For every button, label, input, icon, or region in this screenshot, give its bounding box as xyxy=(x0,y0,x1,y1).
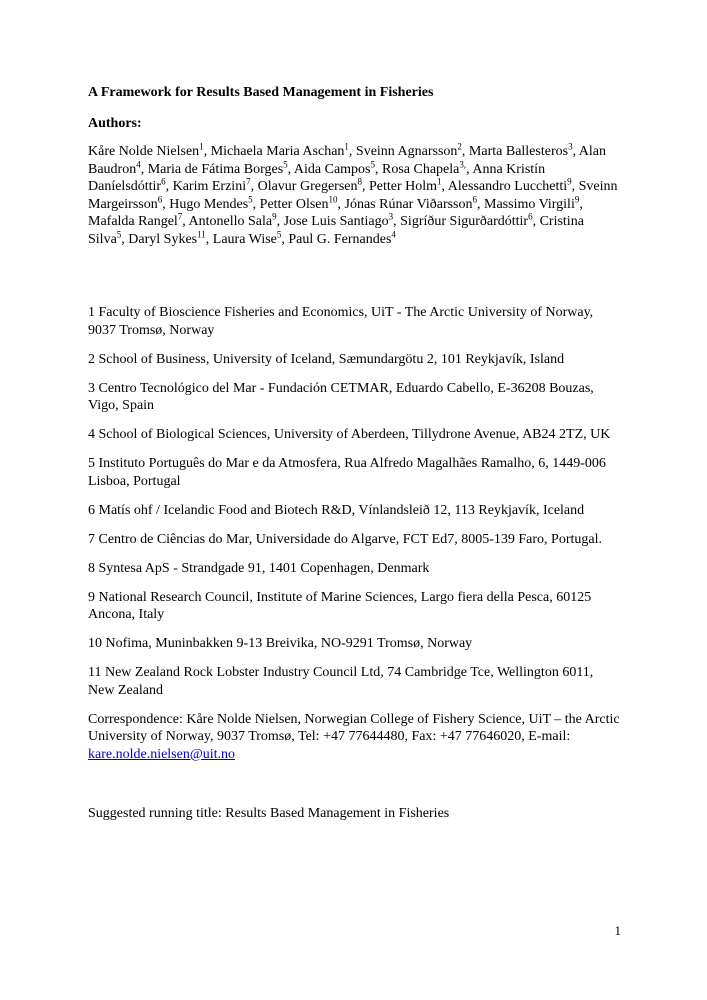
author-name: Sveinn Agnarsson xyxy=(355,144,458,159)
author-affiliation-number: 6 xyxy=(472,193,478,204)
author-name: Jose Luis Santiago xyxy=(283,214,389,229)
affiliation: 7 Centro de Ciências do Mar, Universidade do Algarve, FCT Ed7, 8005-139 Faro, Portugal. xyxy=(88,531,602,547)
author-affiliation-number: 5 xyxy=(116,228,122,239)
affiliation: 4 School of Biological Sciences, University of Aberdeen, Tillydrone Avenue, AB24 2TZ, UK xyxy=(88,427,611,442)
author-name: Mafalda Rangel xyxy=(88,214,178,229)
author-name: Laura Wise xyxy=(212,231,277,247)
author-affiliation-number: 5 xyxy=(248,193,253,204)
affiliation: 5 Instituto Português do Mar e da Atmosfera, Rua Alfredo Magalhães Ramalho, 6, 1449-006 Lisboa, Portugal xyxy=(88,456,606,489)
authors-label: Authors: xyxy=(88,115,142,131)
author-name: Alan Baudron xyxy=(88,144,607,177)
author-name: Rosa Chapela xyxy=(382,161,460,177)
author-affiliation-number: 6 xyxy=(157,193,163,204)
author-affiliation-number: 9 xyxy=(574,193,580,204)
author-name: Olavur Gregersen xyxy=(257,179,358,194)
author-name: Marta Ballesteros xyxy=(468,144,569,159)
author-affiliation-number: 1 xyxy=(199,141,204,152)
paper-title: A Framework for Results Based Management in Fisheries xyxy=(88,85,434,100)
author-name: Sveinn Margeirsson xyxy=(88,179,618,212)
author-affiliation-number: 10 xyxy=(328,193,338,204)
page-content xyxy=(88,84,621,823)
author-name: Petter Holm xyxy=(369,179,438,194)
author-affiliation-number: 4 xyxy=(136,158,141,169)
author-name: Antonello Sala xyxy=(188,214,273,229)
affiliation: 6 Matís ohf / Icelandic Food and Biotech R&D, Vínlandsleið 12, 113 Reykjavík, Iceland xyxy=(88,502,585,518)
author-name: Aida Campos xyxy=(293,161,371,177)
author-affiliation-number: 1 xyxy=(437,176,442,187)
author-name: Jónas Rúnar Viðarsson xyxy=(344,196,473,212)
affiliation: 8 Syntesa ApS - Strandgade 91, 1401 Copenhagen, Denmark xyxy=(88,560,430,576)
author-affiliation-number: 6 xyxy=(161,176,166,187)
page-number: 1 xyxy=(614,923,621,938)
author-name: Sigríður Sigurðardóttir xyxy=(400,214,529,229)
author-affiliation-number: 5 xyxy=(283,158,288,169)
author-name: Michaela Maria Aschan xyxy=(210,144,345,159)
correspondence xyxy=(88,711,621,764)
author-name: Cristina Silva xyxy=(88,214,584,247)
email-link[interactable]: kare.nolde.nielsen@uit.no xyxy=(88,746,236,762)
author-name: Petter Olsen xyxy=(259,196,329,212)
running-title: Suggested running title: Results Based Management in Fisheries xyxy=(88,806,450,821)
affiliation: 1 Faculty of Bioscience Fisheries and Economics, UiT - The Arctic University of Norway, 9037 Tromsø, Norway xyxy=(88,305,594,338)
author-name: Alessandro Lucchetti xyxy=(447,179,568,194)
author-affiliation-number: 4 xyxy=(391,228,396,239)
affiliation: 10 Nofima, Muninbakken 9-13 Breivika, NO-9291 Tromsø, Norway xyxy=(88,636,473,651)
author-affiliation-number: 3 xyxy=(568,141,573,152)
affiliation: 2 School of Business, University of Iceland, Sæmundargötu 2, 101 Reykjavík, Island xyxy=(88,351,565,367)
author-affiliation-number: 6 xyxy=(528,211,533,222)
author-name: Daryl Sykes xyxy=(128,231,198,247)
affiliation: 9 National Research Council, Institute of Marine Sciences, Largo fiera della Pesca, 60125 Ancona, Italy xyxy=(88,589,592,622)
author-name: Kåre Nolde Nielsen xyxy=(88,144,200,159)
author-affiliation-number: 3, xyxy=(459,158,467,169)
affiliation: 11 New Zealand Rock Lobster Industry Council Ltd, 74 Cambridge Tce, Wellington 6011, New Zealand xyxy=(88,665,594,698)
author-name: Massimo Virgili xyxy=(484,196,575,212)
author-name: Anna Kristín Daníelsdóttir xyxy=(88,161,546,194)
author-affiliation-number: 5 xyxy=(276,228,282,239)
author-name: Hugo Mendes xyxy=(169,196,249,212)
author-affiliation-number: 3 xyxy=(388,211,394,222)
affiliation-list xyxy=(88,304,621,699)
author-affiliation-number: 9 xyxy=(272,211,277,222)
author-affiliation-number: 7 xyxy=(246,176,251,187)
author-list: Kåre Nolde Nielsen$^1$, Michaela Maria Aschan$^1$, Sveinn Agnarsson$^2$, Marta Ballesteros$^3$, Alan Baudron$^4$, Maria de Fátima Borges$^5$, Aida Campos$^5$, Rosa Chapela$^{3,}$, Anna Kristín Daníelsdóttir$^6$, Karim Erzini$^7$, Olavur Gregersen$^8$, Petter Holm$^1$, Alessandro Lucchetti$^9$, Sveinn Margeirsson$^6$, Hugo Mendes$^5$, Petter Olsen$^{10}$, Jónas Rúnar Viðarsson$^6$, Massimo Virgili$^9$, Mafalda Rangel$^7$, Antonello Sala$^9$, Jose Luis Santiago$^3$, Sigríður Sigurðardóttir$^6$, Cristina Silva$^5$, Daryl Sykes$^{11}$, Laura Wise$^5$, Paul G. Fernandes$^4$ xyxy=(88,141,618,247)
author-affiliation-number: 1 xyxy=(344,141,349,152)
author-affiliation-number: 5 xyxy=(370,158,375,169)
author-affiliation-number: 8 xyxy=(357,176,362,187)
author-affiliation-number: 9 xyxy=(567,176,572,187)
author-affiliation-number: 11 xyxy=(197,228,206,239)
author-name: Maria de Fátima Borges xyxy=(147,161,284,177)
author-name: Karim Erzini xyxy=(172,179,247,194)
author-name: Paul G. Fernandes xyxy=(288,231,392,247)
author-affiliation-number: 2 xyxy=(457,141,462,152)
affiliation: 3 Centro Tecnológico del Mar - Fundación CETMAR, Eduardo Cabello, E-36208 Bouzas, Vigo, Spain xyxy=(88,380,594,413)
correspondence-text: Correspondence: Kåre Nolde Nielsen, Norwegian College of Fishery Science, UiT – the Arctic University of Norway, 9037 Tromsø, Tel: +47 77644480, Fax: +47 77646020, E-mail: xyxy=(88,711,620,744)
author-affiliation-number: 7 xyxy=(177,211,183,222)
